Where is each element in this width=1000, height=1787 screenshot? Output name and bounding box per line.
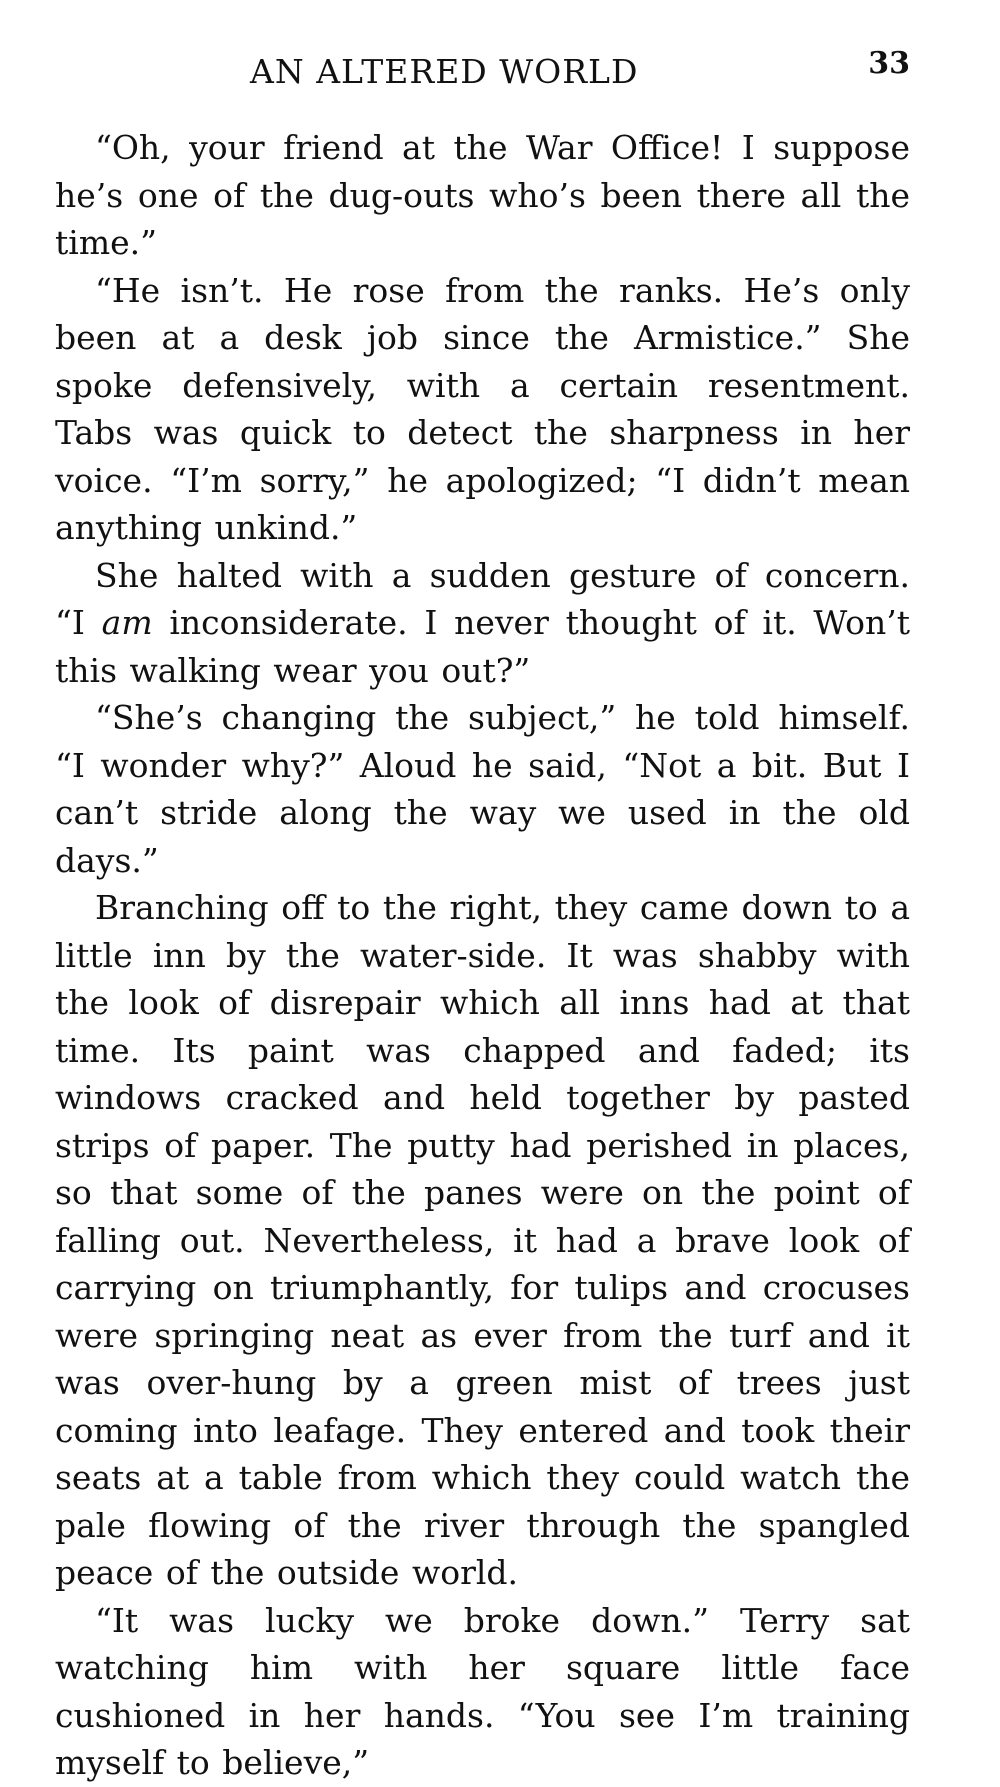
paragraph	[55, 552, 910, 695]
emphasis-text: am	[101, 603, 153, 642]
paragraph-text: She halted with a sudden gesture of concern. “I	[55, 555, 910, 642]
paragraph-text: inconsiderate. I never thought of it. Won’t this walking wear you out?”	[55, 603, 910, 690]
page-header	[55, 46, 910, 110]
paragraph: Branching off to the right, they came down to a little inn by the water-side. It was shabby with the look of disrepair which all inns had at that time. Its paint was chapped and faded; its windows cracked and held together by pasted strips of paper. The putty had perished in places, so that some of the panes were on the point of falling out. Nevertheless, it had a brave look of carrying on triumphantly, for tulips and crocuses were springing neat as ever from the turf and it was over-hung by a green mist of trees just coming into leafage. They entered and took their seats at a table from which they could watch the pale flowing of the river through the spangled peace of the outside world.	[55, 888, 910, 1592]
body-text	[55, 124, 910, 1787]
page-number: 33	[868, 46, 910, 81]
running-head: AN ALTERED WORLD	[250, 52, 639, 91]
paragraph: “She’s changing the subject,” he told himself. “I wonder why?” Aloud he said, “Not a bit. But I can’t stride along the way we used in the old days.”	[55, 698, 910, 880]
paragraph: “He isn’t. He rose from the ranks. He’s only been at a desk job since the Armistice.” She spoke defensively, with a certain resentment. Tabs was quick to detect the sharpness in her voice. “I’m sorry,” he apologized; “I didn’t mean anything unkind.”	[55, 270, 910, 547]
paragraph: “Oh, your friend at the War Office! I suppose he’s one of the dug-outs who’s been there all the time.”	[55, 128, 910, 262]
paragraph: “It was lucky we broke down.” Terry sat watching him with her square little face cushioned in her hands. “You see I’m training myself to believe,”	[55, 1600, 910, 1782]
